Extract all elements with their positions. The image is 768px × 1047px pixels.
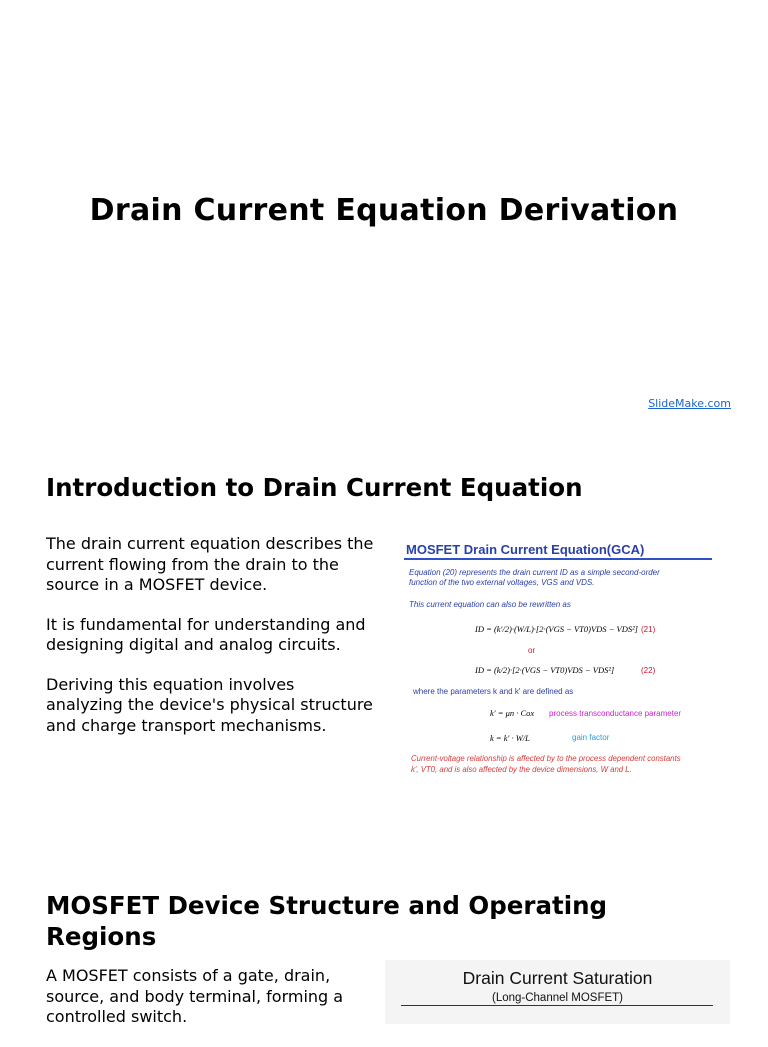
k-label: gain factor — [572, 733, 610, 742]
bullet-text: Deriving this equation involves analyzing the device's physical structure and charge transport mechanisms. — [46, 674, 373, 735]
gca-equation-figure — [395, 530, 725, 790]
bullet-text: It is fundamental for understanding and designing digital and analog circuits. — [46, 614, 366, 654]
figure-divider — [401, 1005, 713, 1006]
figure-text: function of the two external voltages, VGS and VDS. — [409, 578, 595, 587]
equation-22: ID = (k/2)·[2·(VGS − VT0)VDS − VDS²] — [475, 665, 615, 675]
intro-heading: Introduction to Drain Current Equation — [46, 473, 583, 502]
equation-number: (22) — [641, 666, 656, 675]
mosfet-heading: MOSFET Device Structure and Operating Regions — [46, 891, 608, 951]
figure-text: where the parameters k and k' are defined as — [413, 687, 574, 696]
kprime-label: process transconductance parameter — [549, 709, 682, 718]
k-equation: k = k' · W/L — [490, 733, 530, 743]
equation-number: (21) — [641, 625, 656, 634]
figure-title: MOSFET Drain Current Equation(GCA) — [406, 542, 645, 557]
bullet-text: A MOSFET consists of a gate, drain, source, and body terminal, forming a controlled switch. — [46, 966, 344, 1026]
saturation-figure — [385, 960, 730, 1024]
mosfet-bullet-list — [46, 966, 376, 1047]
intro-bullet-list — [46, 534, 376, 755]
figure-text: Equation (20) represents the drain current ID as a simple second-order — [409, 568, 660, 577]
figure-text: This current equation can also be rewritten as — [409, 600, 571, 609]
bullet-text: The drain current equation describes the current flowing from the drain to the source in a MOSFET device. — [46, 534, 374, 594]
figure-note: k', VT0, and is also affected by the device dimensions, W and L. — [411, 765, 632, 774]
kprime-equation: k' = μn · Cox — [490, 708, 535, 718]
equation-21: ID = (k'/2)·(W/L)·[2·(VGS − VT0)VDS − VDS²] — [475, 624, 638, 634]
figure-divider — [404, 558, 712, 560]
or-text: or — [528, 646, 536, 655]
figure-subtitle: (Long-Channel MOSFET) — [491, 992, 624, 1004]
figure-title: Drain Current Saturation — [462, 968, 653, 988]
slide-title: Drain Current Equation Derivation — [89, 193, 679, 228]
slidemake-link[interactable]: SlideMake.com — [648, 397, 731, 410]
figure-note: Current-voltage relationship is affected by to the process dependent constants — [411, 754, 681, 763]
